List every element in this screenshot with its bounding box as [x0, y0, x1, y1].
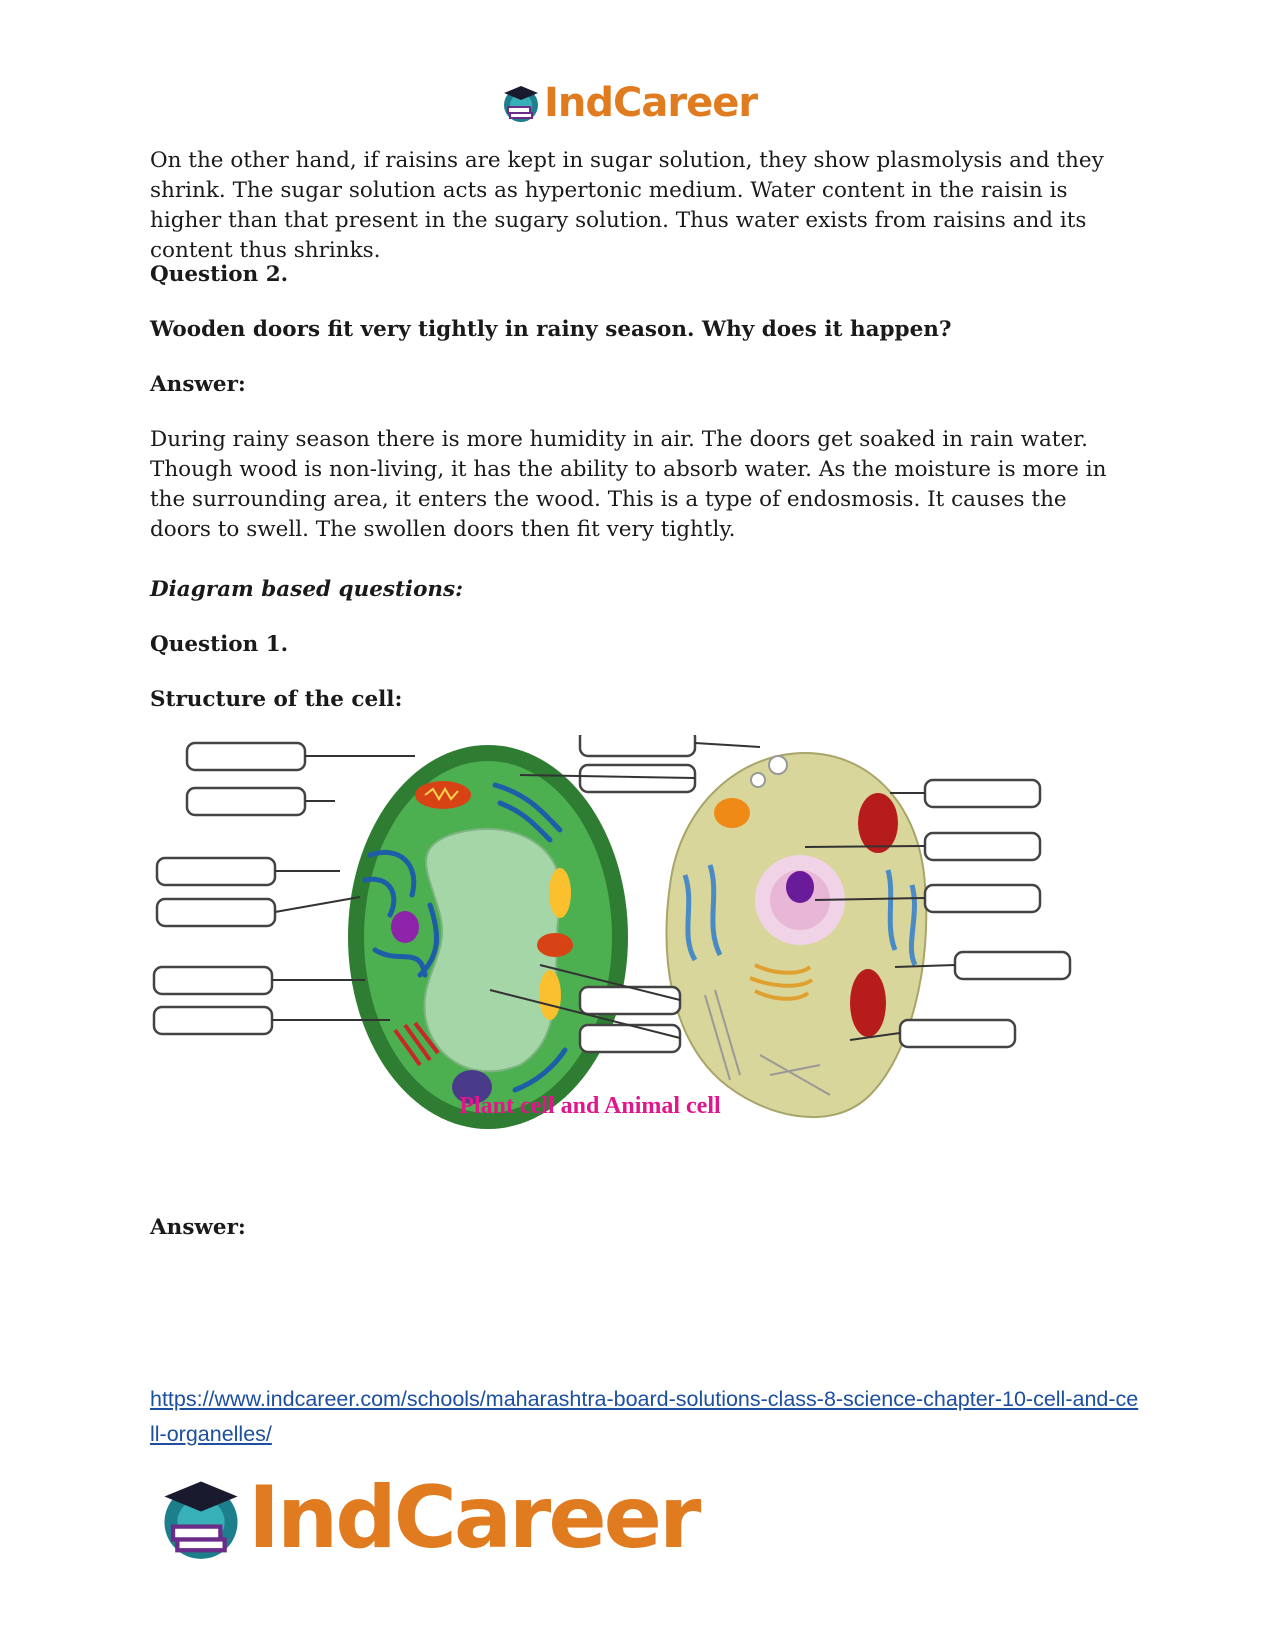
header-logo	[502, 80, 757, 126]
source-link[interactable]: https://www.indcareer.com/schools/maharashtra-board-solutions-class-8-science-chapter-10-cell-and-cell-organelles/	[150, 1387, 1139, 1446]
paragraph-raisins: On the other hand, if raisins are kept in sugar solution, they show plasmolysis and they shrink. The sugar solution acts as hypertonic medium. Water content in the raisin is higher than that present in the sugary solution. Thus water exists from raisins and its content thus shrinks.	[150, 148, 1104, 263]
answer-2-text: During rainy season there is more humidity in air. The doors get soaked in rain water. Though wood is non-living, it has the ability to absorb water. As the moisture is more in the surrounding area, it enters the wood. This is a type of endosmosis. It causes the doors to swell. The swollen doors then fit very tightly.	[150, 427, 1107, 542]
question-2-text: Wooden doors fit very tightly in rainy season. Why does it happen?	[150, 317, 952, 342]
plant-cell	[348, 745, 628, 1129]
graduation-cap-icon	[502, 83, 540, 123]
footer-logo	[160, 1468, 698, 1568]
cell-diagram	[150, 735, 1130, 1175]
answer-label-2: Answer:	[150, 1215, 246, 1240]
diagram-heading: Diagram based questions:	[150, 577, 464, 602]
question-1-text: Structure of the cell:	[150, 687, 403, 712]
graduation-cap-icon	[160, 1475, 242, 1561]
footer-logo-text: IndCareer	[248, 1468, 699, 1568]
header-logo-text: IndCareer	[544, 80, 758, 126]
answer-label: Answer:	[150, 372, 246, 397]
question-2-label: Question 2.	[150, 262, 289, 287]
diagram-caption: Plant cell and Animal cell	[459, 1093, 721, 1119]
question-1-label: Question 1.	[150, 632, 289, 657]
animal-cell	[667, 753, 927, 1117]
